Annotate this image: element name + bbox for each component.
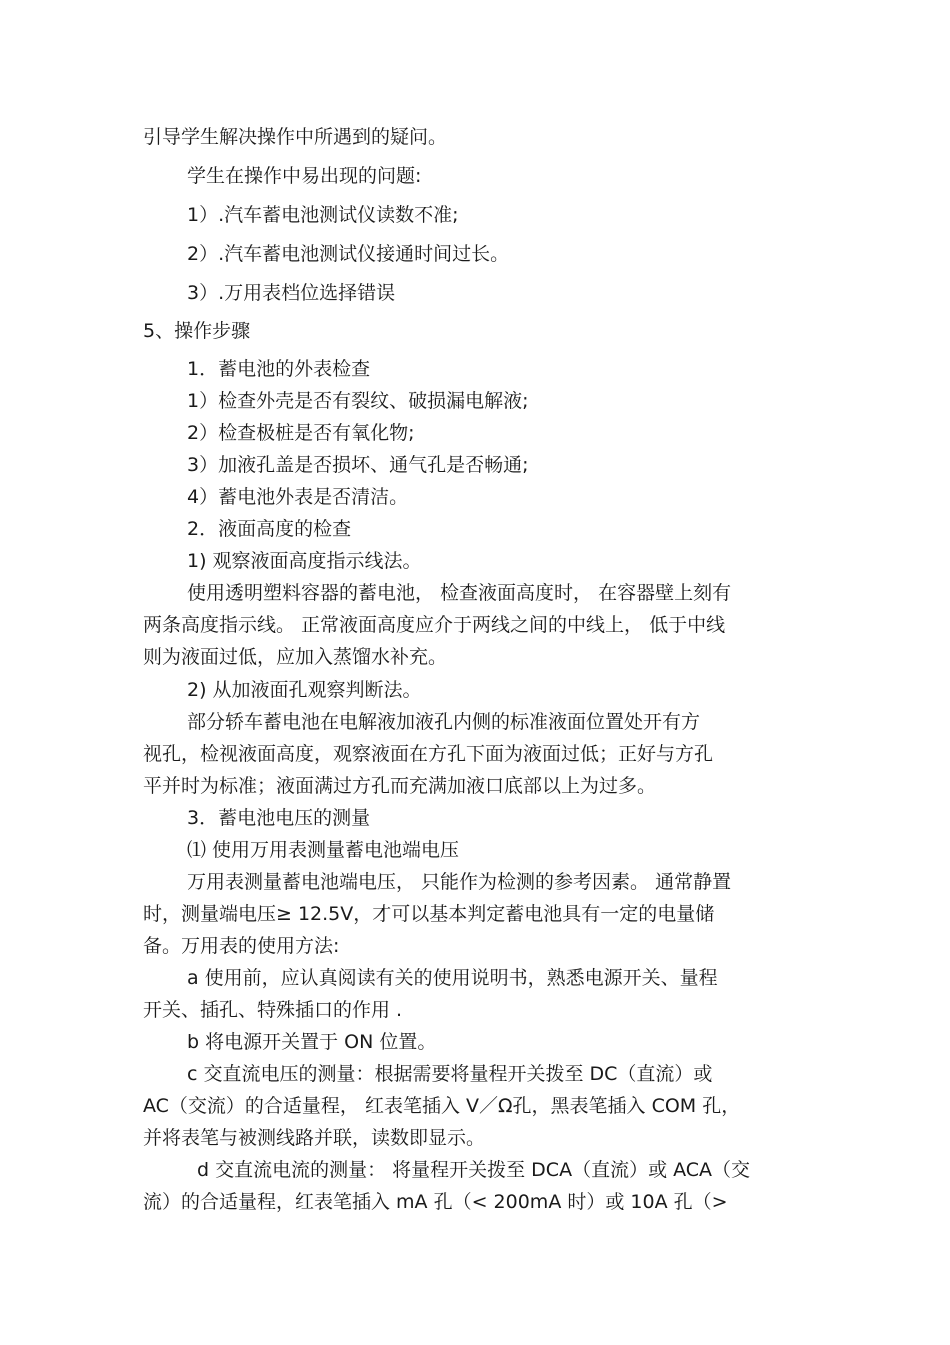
list-item: 2) 从加液面孔观察判断法。 bbox=[187, 679, 422, 701]
paragraph-line: 视孔，检视液面高度，观察液面在方孔下面为液面过低；正好与方孔 bbox=[143, 743, 714, 765]
text-line: 学生在操作中易出现的问题: bbox=[187, 165, 422, 187]
list-item: 4）蓄电池外表是否清洁。 bbox=[187, 486, 409, 508]
paragraph-line: 时，测量端电压≥ 12.5V，才可以基本判定蓄电池具有一定的电量储 bbox=[143, 903, 715, 925]
list-item: 2）.汽车蓄电池测试仪接通时间过长。 bbox=[187, 243, 510, 265]
list-item: 1）.汽车蓄电池测试仪读数不准; bbox=[187, 204, 459, 226]
paragraph-line: 并将表笔与被测线路并联，读数即显示。 bbox=[143, 1127, 486, 1149]
paragraph-line: 则为液面过低，应加入蒸馏水补充。 bbox=[143, 646, 448, 668]
list-item: 1) 观察液面高度指示线法。 bbox=[187, 550, 422, 572]
paragraph-line: d 交直流电流的测量： 将量程开关拨至 DCA（直流）或 ACA（交 bbox=[197, 1159, 751, 1181]
paragraph-line: 备。万用表的使用方法: bbox=[143, 935, 340, 957]
section-heading: 5、操作步骤 bbox=[143, 320, 251, 342]
paragraph-line: 流）的合适量程，红表笔插入 mA 孔（< 200mA 时）或 10A 孔（> bbox=[143, 1191, 728, 1213]
paragraph-line: 部分轿车蓄电池在电解液加液孔内侧的标准液面位置处开有方 bbox=[187, 711, 701, 733]
paragraph-line: b 将电源开关置于 ON 位置。 bbox=[187, 1031, 437, 1053]
paragraph-line: AC（交流）的合适量程， 红表笔插入 V／Ω孔，黑表笔插入 COM 孔， bbox=[143, 1095, 741, 1117]
paragraph-line: c 交直流电压的测量：根据需要将量程开关拨至 DC（直流）或 bbox=[187, 1063, 713, 1085]
subsection-heading: 3．蓄电池电压的测量 bbox=[187, 807, 371, 829]
list-item: 3）加液孔盖是否损坏、通气孔是否畅通; bbox=[187, 454, 529, 476]
subsection-heading: 1．蓄电池的外表检查 bbox=[187, 358, 371, 380]
list-item: 1）检查外壳是否有裂纹、破损漏电解液; bbox=[187, 390, 529, 412]
paragraph-line: a 使用前，应认真阅读有关的使用说明书，熟悉电源开关、量程 bbox=[187, 967, 718, 989]
list-item: ⑴ 使用万用表测量蓄电池端电压 bbox=[187, 839, 460, 861]
paragraph-line: 万用表测量蓄电池端电压， 只能作为检测的参考因素。 通常静置 bbox=[187, 871, 732, 893]
paragraph-line: 平并时为标准；液面满过方孔而充满加液口底部以上为过多。 bbox=[143, 775, 657, 797]
subsection-heading: 2．液面高度的检查 bbox=[187, 518, 352, 540]
paragraph-line: 开关、插孔、特殊插口的作用 . bbox=[143, 999, 403, 1021]
list-item: 2）检查极桩是否有氧化物; bbox=[187, 422, 415, 444]
list-item: 3）.万用表档位选择错误 bbox=[187, 282, 396, 304]
text-line: 引导学生解决操作中所遇到的疑问。 bbox=[143, 126, 448, 148]
paragraph-line: 使用透明塑料容器的蓄电池， 检查液面高度时， 在容器壁上刻有 bbox=[187, 582, 732, 604]
paragraph-line: 两条高度指示线。 正常液面高度应介于两线之间的中线上， 低于中线 bbox=[143, 614, 726, 636]
